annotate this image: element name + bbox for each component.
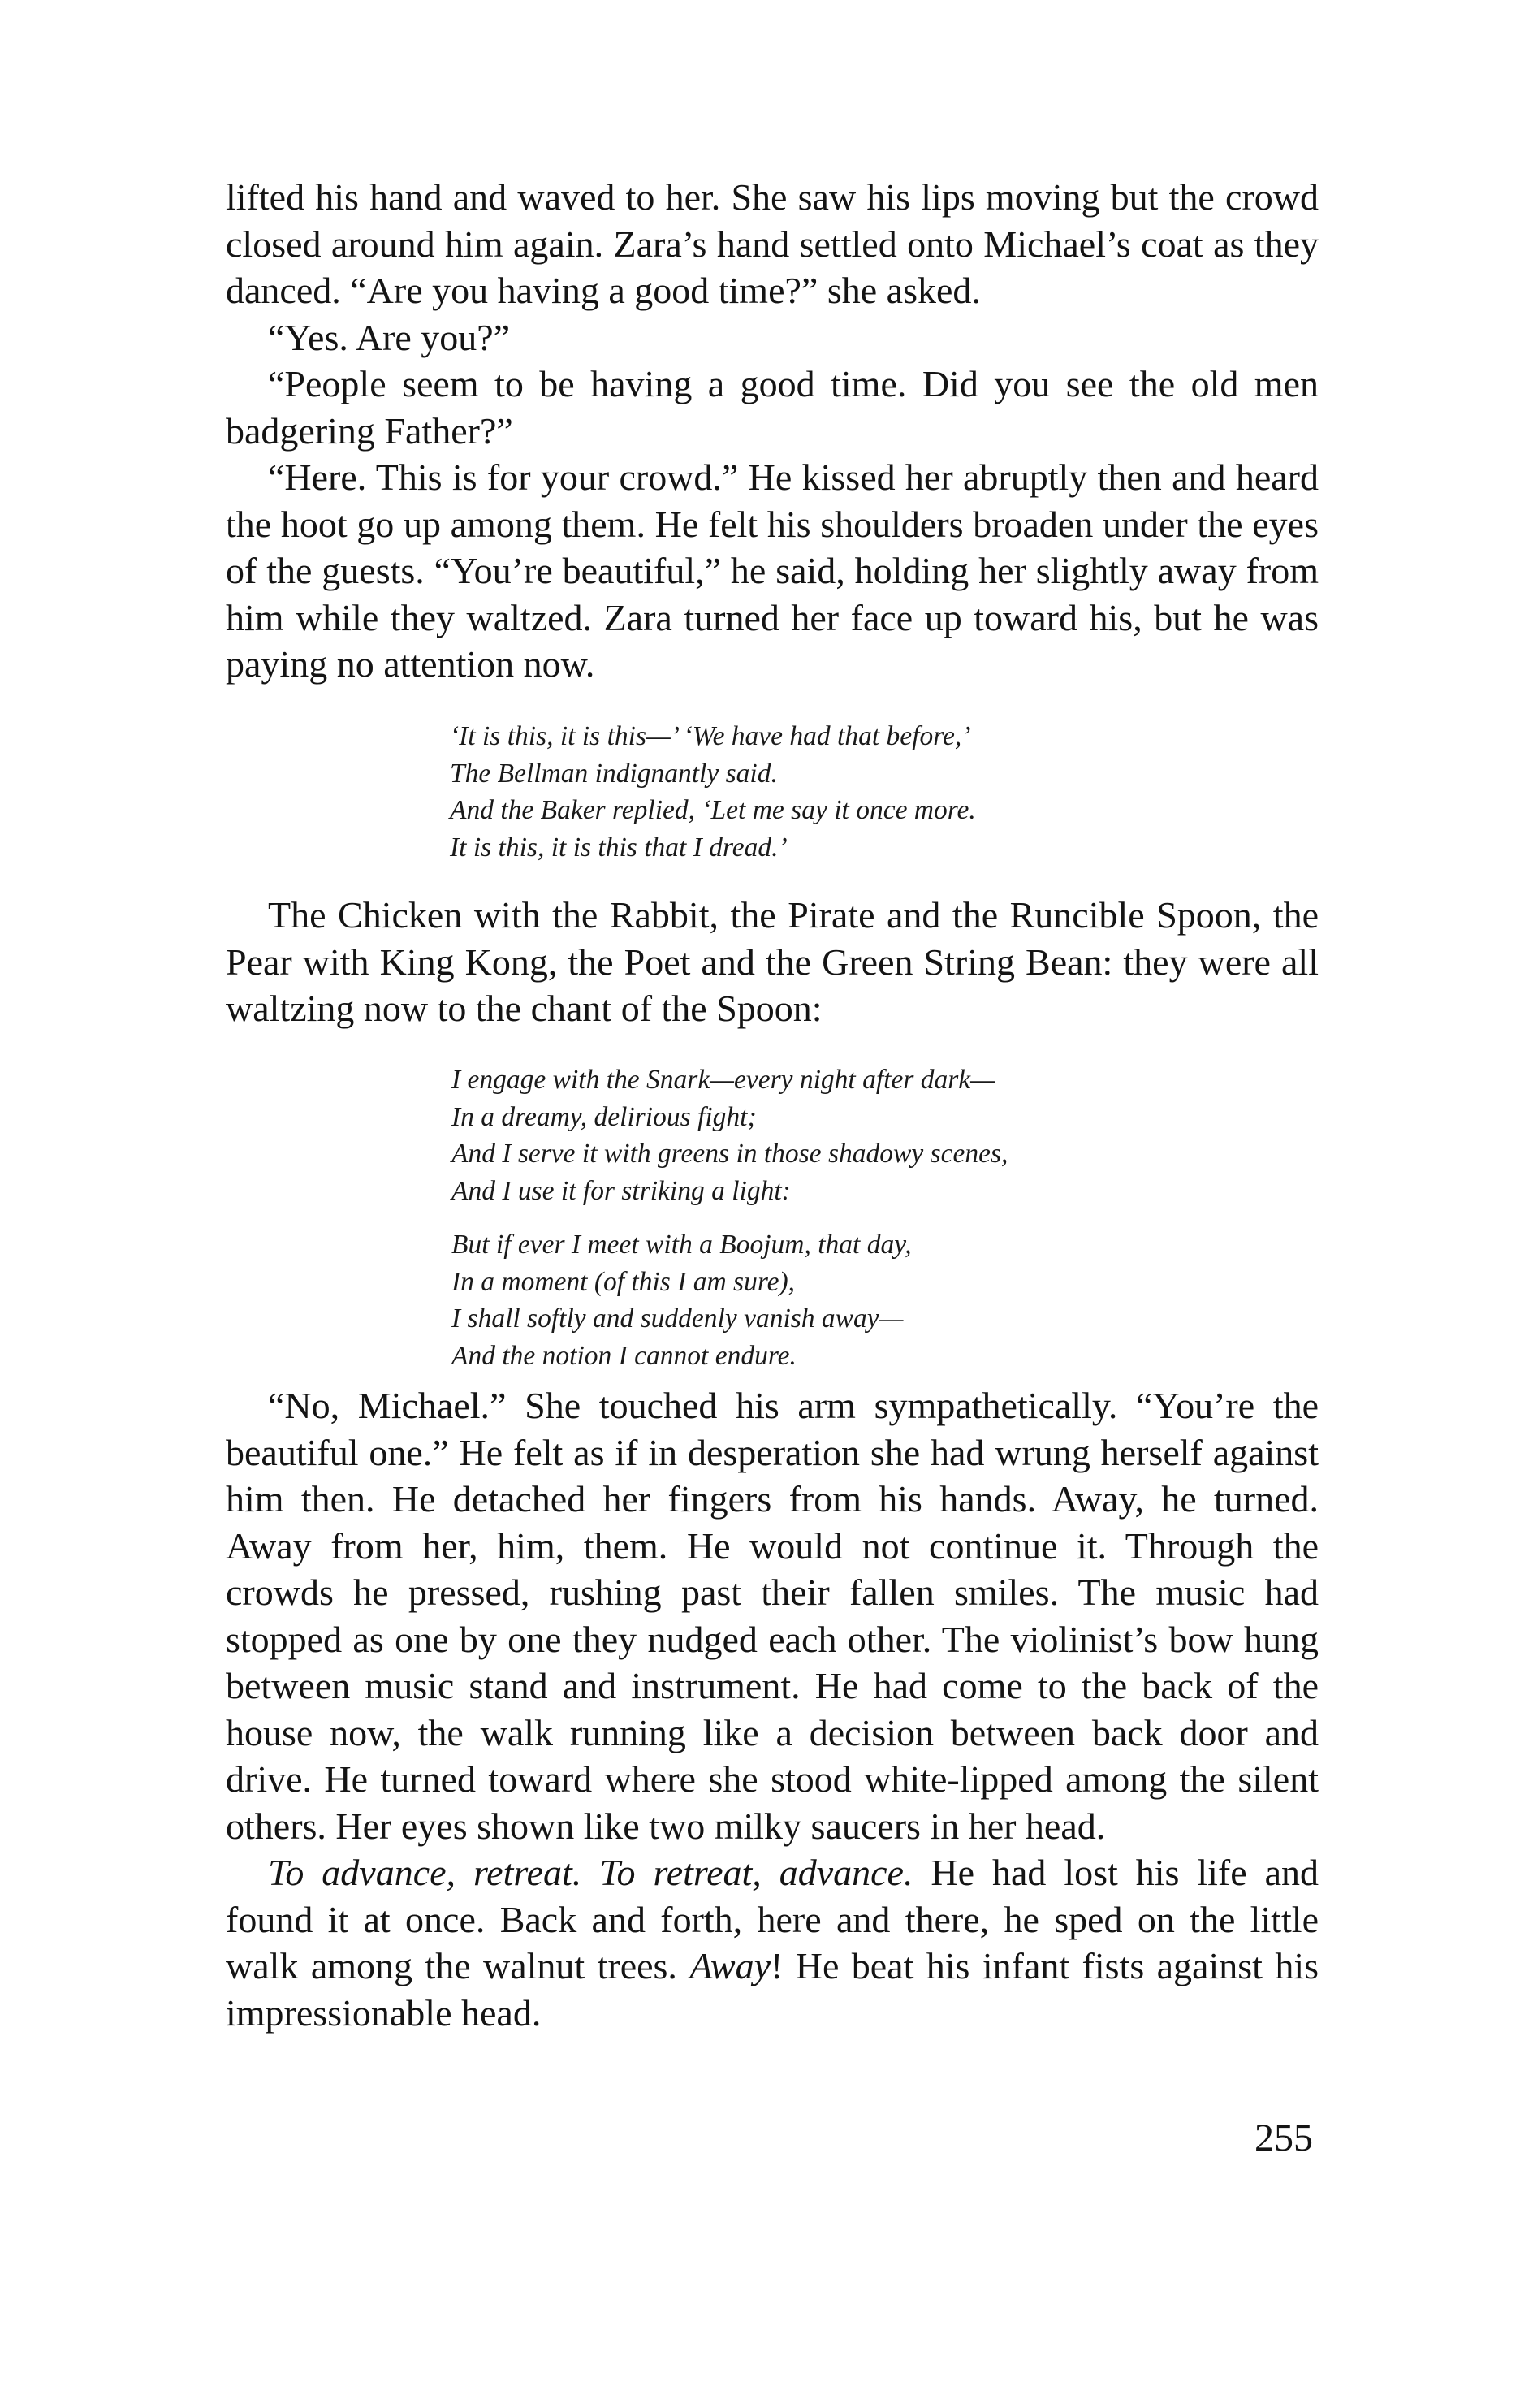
page-number: 255 <box>1254 2116 1313 2159</box>
verse-line: It is this, it is this that I dread.’ <box>450 832 788 862</box>
verse-line: I engage with the Snark—every night after dark— <box>451 1065 995 1095</box>
paragraph-chicken: The Chicken with the Rabbit, the Pirate and the Runcible Spoon, the Pear with King Kong, the Poet and the Green String Bean: they were all waltzing now to the chant of the Spoon: <box>226 894 1319 1029</box>
snark-verse-quote <box>451 1061 1008 1374</box>
verse-line: And I serve it with greens in those shadowy scenes, <box>451 1139 1008 1169</box>
paragraph-text: He had lost his life and found it at once. Back and forth, here and there, he sped on the little walk among the walnut trees. <box>226 1852 1319 1986</box>
paragraph-no-michael: “No, Michael.” She touched his arm sympathetically. “You’re the beautiful one.” He felt as if in desperation she had wrung herself against him then. He detached her fingers from his hands. Away, he turned. Away from her, him, them. He would not continue it. Through the crowds he pressed, rushing past their fallen smiles. The music had stopped as one by one they nudged each other. The violinist’s bow hung between music stand and instrument. He had come to the back of the house now, the walk running like a decision between back door and drive. He turned toward where she stood white-lipped among the silent others. Her eyes shown like two milky saucers in her head. <box>226 1385 1319 1847</box>
verse-line: In a dreamy, delirious fight; <box>451 1101 757 1132</box>
verse-line: But if ever I meet with a Boojum, that day, <box>451 1230 912 1260</box>
paragraph-text: ! He beat his infant fists against his impressionable head. <box>226 1945 1319 2034</box>
paragraph-yes: “Yes. Are you?” <box>268 316 511 358</box>
middle-prose <box>226 892 1319 1032</box>
paragraph-here: “Here. This is for your crowd.” He kissed her abruptly then and heard the hoot go up among them. He felt his shoulders broaden under the eyes of the guests. “You’re beautiful,” he said, holding her slightly away from him while they waltzed. Zara turned her face up toward his, but he was paying no attention now. <box>226 456 1319 685</box>
verse-line: And the Baker replied, ‘Let me say it once more. <box>450 795 976 825</box>
italic-phrase: To advance, retreat. To retreat, advance. <box>268 1852 913 1893</box>
paragraph-waved: lifted his hand and waved to her. She saw his lips moving but the crowd closed around him again. Zara’s hand settled onto Michael’s coat as they danced. “Are you having a good time?” she asked. <box>226 176 1319 311</box>
bellman-verse-quote <box>450 718 976 866</box>
verse-line: The Bellman indignantly said. <box>450 758 778 789</box>
verse-line: ‘It is this, it is this—’ ‘We have had that before,’ <box>450 721 971 751</box>
paragraph-to-advance <box>226 1849 1319 2036</box>
paragraph-people: “People seem to be having a good time. Did you see the old men badgering Father?” <box>226 363 1319 452</box>
verse-line: In a moment (of this I am sure), <box>451 1266 796 1297</box>
verse-stanza <box>451 1061 1008 1209</box>
opening-prose <box>226 174 1319 688</box>
italic-word: Away <box>689 1945 771 1986</box>
verse-line: And I use it for striking a light: <box>451 1175 791 1206</box>
closing-prose <box>226 1382 1319 2036</box>
verse-line: And the notion I cannot endure. <box>451 1340 797 1371</box>
verse-line: I shall softly and suddenly vanish away— <box>451 1303 904 1334</box>
verse-stanza <box>451 1226 1008 1374</box>
